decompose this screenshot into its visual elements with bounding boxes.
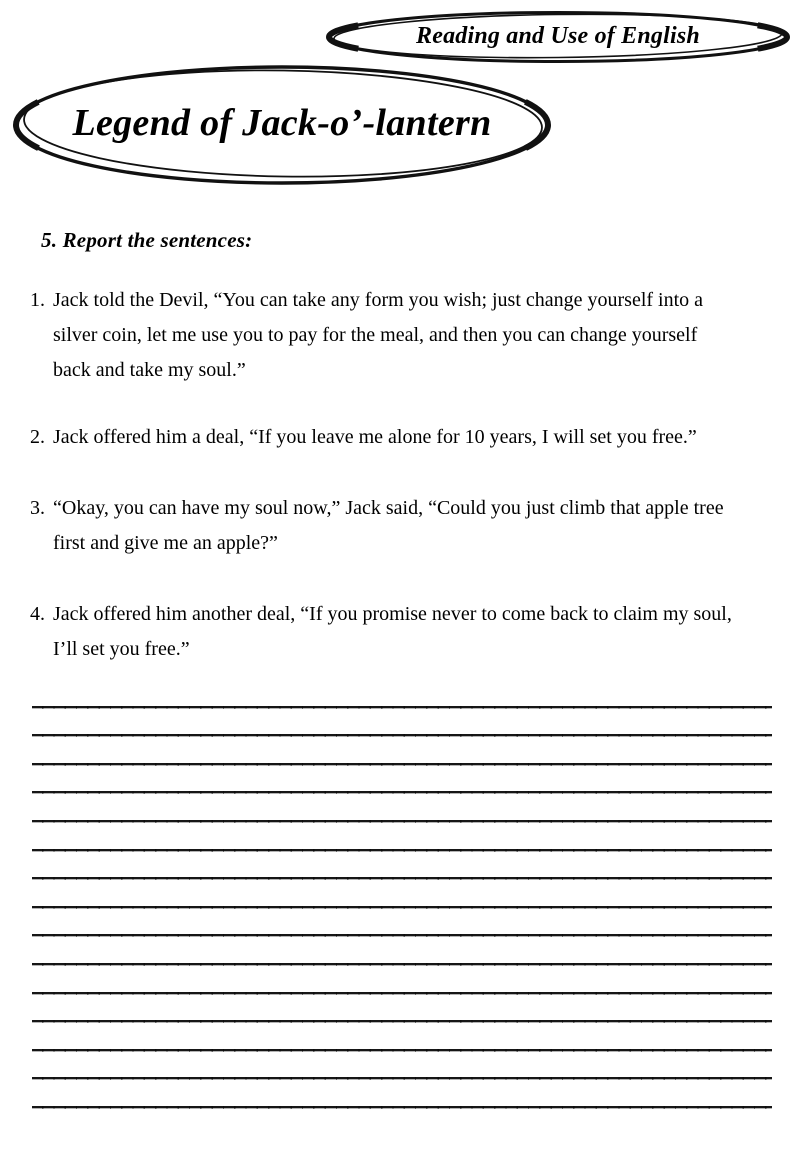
title-badge xyxy=(8,62,556,188)
answer-line xyxy=(32,910,772,939)
answer-line xyxy=(32,1081,772,1110)
answer-line xyxy=(32,1024,772,1053)
sentence-item-3 xyxy=(30,491,782,561)
section-title: Reading and Use of English xyxy=(416,22,700,49)
answer-line xyxy=(32,795,772,824)
item-text-line: silver coin, let me use you to pay for the meal, and then you can change yourself xyxy=(53,324,698,346)
sentence-item-4 xyxy=(30,597,782,667)
answer-line xyxy=(32,881,772,910)
answer-line xyxy=(32,938,772,967)
item-text-line: Jack told the Devil, “You can take any form you wish; just change yourself into a xyxy=(53,289,704,311)
section-badge xyxy=(326,10,790,64)
answer-line xyxy=(32,738,772,767)
item-text-line: first and give me an apple?” xyxy=(53,532,278,554)
answer-line xyxy=(32,824,772,853)
item-number: 1. xyxy=(30,289,45,311)
exercise-heading: 5. Report the sentences: xyxy=(41,228,253,252)
answer-line xyxy=(32,996,772,1025)
answer-line xyxy=(32,853,772,882)
item-text-line: I’ll set you free.” xyxy=(53,638,190,660)
answer-line xyxy=(32,710,772,739)
answer-line xyxy=(32,767,772,796)
answer-line xyxy=(32,681,772,710)
item-text-line: Jack offered him another deal, “If you promise never to come back to claim my soul, xyxy=(53,603,732,625)
item-number: 2. xyxy=(30,426,45,448)
item-number: 3. xyxy=(30,497,45,519)
sentence-item-2 xyxy=(30,420,782,455)
item-text-line: back and take my soul.” xyxy=(53,359,246,381)
sentence-item-1 xyxy=(30,283,782,388)
item-number: 4. xyxy=(30,603,45,625)
answer-line xyxy=(32,967,772,996)
item-text-line: Jack offered him a deal, “If you leave me alone for 10 years, I will set you free.” xyxy=(53,426,697,448)
page-title: Legend of Jack-o’-lantern xyxy=(72,102,492,144)
answer-lines xyxy=(32,681,772,1110)
answer-line xyxy=(32,1053,772,1082)
item-text-line: “Okay, you can have my soul now,” Jack said, “Could you just climb that apple tree xyxy=(53,497,724,519)
